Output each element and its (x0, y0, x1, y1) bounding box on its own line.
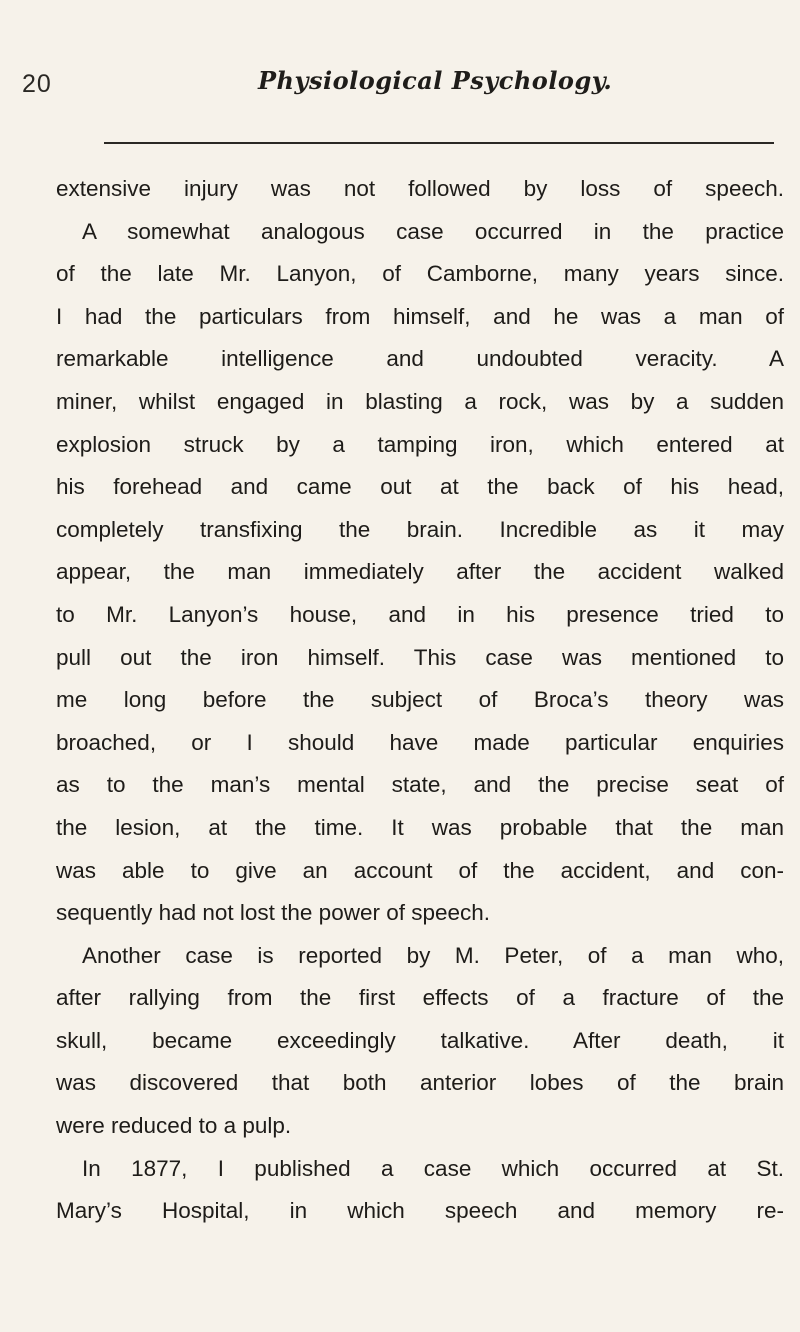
page-header (22, 62, 778, 102)
text-line: miner, whilst engaged in blasting a rock, was by a sudden (56, 388, 784, 414)
text-line: pull out the iron himself. This case was mentioned to (56, 644, 784, 670)
text-line: broached, or I should have made particular enquiries (56, 729, 784, 755)
text-line: remarkable intelligence and undoubted veracity. A (56, 346, 784, 372)
text-line: was able to give an account of the accident, and con- (56, 857, 784, 883)
text-line: A somewhat analogous case occurred in the practice (82, 218, 784, 244)
text-line: was discovered that both anterior lobes of the brain (56, 1070, 784, 1096)
text-line: his forehead and came out at the back of his head, (56, 474, 784, 500)
text-line: Another case is reported by M. Peter, of a man who, (82, 942, 784, 968)
text-line: me long before the subject of Broca’s theory was (56, 687, 784, 713)
text-line: completely transfixing the brain. Incredible as it may (56, 516, 784, 542)
text-line: as to the man’s mental state, and the precise seat of (56, 772, 784, 798)
header-rule (104, 142, 774, 144)
text-line: extensive injury was not followed by loss of speech. (56, 176, 784, 201)
text-line: In 1877, I published a case which occurred at St. (82, 1155, 784, 1181)
text-line: were reduced to a pulp. (56, 1113, 292, 1139)
page-number: 20 (22, 70, 52, 98)
text-line: I had the particulars from himself, and he was a man of (56, 303, 784, 329)
text-line: to Mr. Lanyon’s house, and in his presence tried to (56, 601, 784, 627)
text-line: skull, became exceedingly talkative. After death, it (56, 1027, 784, 1053)
body-text (56, 168, 784, 1233)
text-line: appear, the man immediately after the accident walked (56, 559, 784, 585)
text-line: Mary’s Hospital, in which speech and memory re- (56, 1198, 784, 1224)
text-line: sequently had not lost the power of speech. (56, 900, 491, 926)
text-line: of the late Mr. Lanyon, of Camborne, many years since. (56, 261, 784, 287)
text-line: after rallying from the first effects of a fracture of the (56, 985, 784, 1011)
text-line: the lesion, at the time. It was probable that the man (56, 814, 784, 840)
text-line: explosion struck by a tamping iron, which entered at (56, 431, 784, 457)
running-head: Physiological Psychology. (258, 66, 613, 95)
